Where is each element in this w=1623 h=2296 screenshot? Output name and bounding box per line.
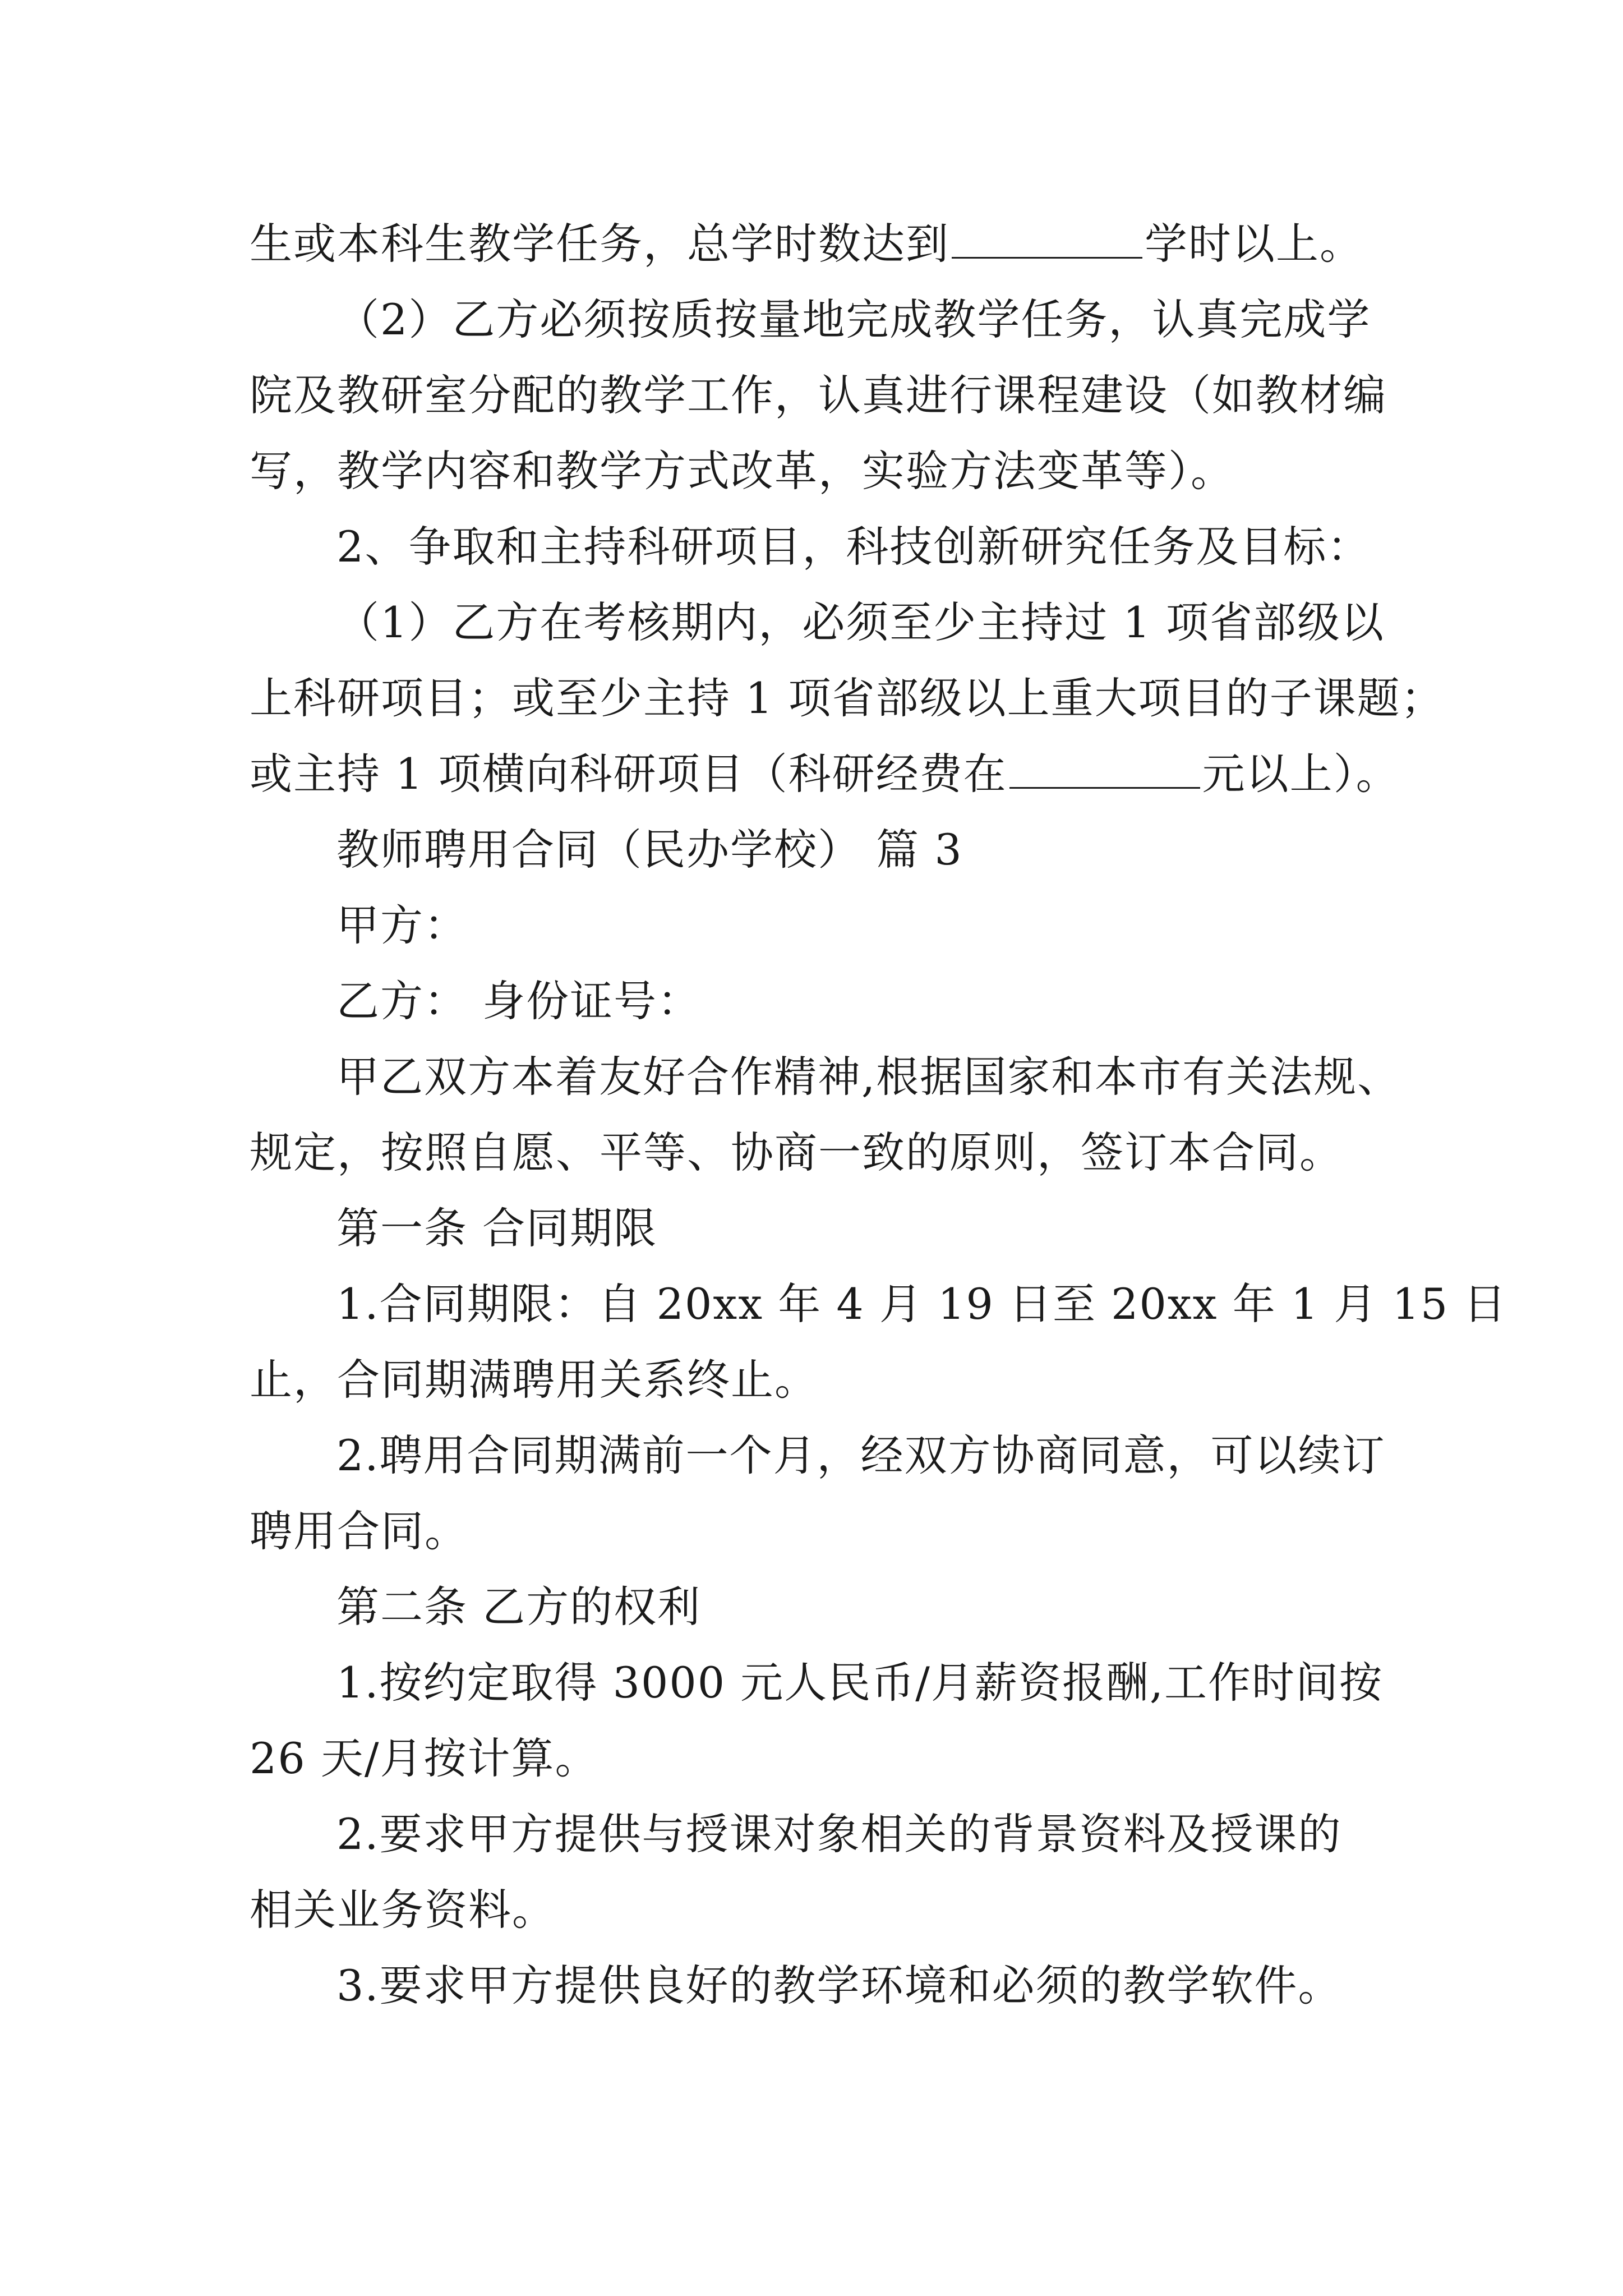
paragraph-line: 1.合同期限：自 20xx 年 4 月 19 日至 20xx 年 1 月 15 日 [336,1279,1507,1329]
paragraph-line: （1）乙方在考核期内，必须至少主持过 1 项省部级以 [336,597,1385,647]
paragraph-line: 甲乙双方本着友好合作精神,根据国家和本市有关法规、 [336,1052,1401,1102]
paragraph-line: 院及教研室分配的教学工作，认真进行课程建设（如教材编 [250,370,1387,420]
paragraph-line [250,746,1400,802]
line-text: 元以上）。 [1202,749,1400,799]
fill-in-blank [952,218,1142,259]
paragraph-line: 止，合同期满聘用关系终止。 [250,1355,818,1405]
paragraph-line: 上科研项目；或至少主持 1 项省部级以上重大项目的子课题； [250,673,1445,723]
paragraph-line: 规定，按照自愿、平等、协商一致的原则，签订本合同。 [250,1128,1343,1177]
paragraph-line: 1.按约定取得 3000 元人民币/月薪资报酬,工作时间按 [336,1658,1384,1708]
paragraph-line [250,216,1394,272]
section-heading: 教师聘用合同（民办学校） 篇 3 [336,825,963,875]
party-b-label: 乙方： 身份证号： [336,976,702,1026]
article-heading: 第一条 合同期限 [336,1203,658,1253]
line-text: 或主持 1 项横向科研项目（科研经费在 [250,749,1007,799]
paragraph-line: 相关业务资料。 [250,1885,556,1935]
paragraph-line: 26 天/月按计算。 [250,1733,599,1783]
article-heading: 第二条 乙方的权利 [336,1582,702,1632]
line-text: 生或本科生教学任务，总学时数达到 [250,219,949,269]
paragraph-line: （2）乙方必须按质按量地完成教学任务，认真完成学 [336,295,1371,344]
paragraph-line: 聘用合同。 [250,1506,468,1556]
line-text: 学时以上。 [1145,219,1363,269]
fill-in-blank [1009,748,1200,789]
party-a-label: 甲方： [336,900,468,950]
paragraph-line: 2.要求甲方提供与授课对象相关的背景资料及授课的 [336,1809,1342,1859]
paragraph-line: 3.要求甲方提供良好的教学环境和必须的教学软件。 [336,1961,1342,2010]
paragraph-line: 2.聘用合同期满前一个月，经双方协商同意，可以续订 [336,1430,1386,1480]
paragraph-line: 写，教学内容和教学方式改革，实验方法变革等）。 [250,446,1234,496]
paragraph-line: 2、争取和主持科研项目，科技创新研究任务及目标： [336,522,1371,572]
